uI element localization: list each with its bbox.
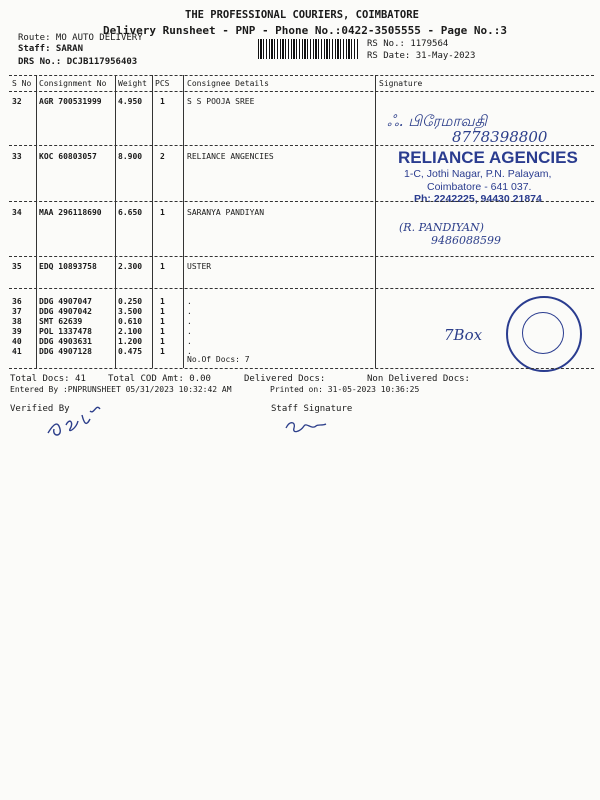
- table-bottom-rule: [9, 368, 594, 369]
- row-33-weight: 8.900: [118, 152, 143, 161]
- row-38-consignee: .: [187, 317, 192, 326]
- row-35-consignment: EDQ 10893758: [39, 262, 97, 271]
- row-38-weight: 0.610: [118, 317, 143, 326]
- group-signature: 7Box: [444, 326, 483, 344]
- row-36-weight: 0.250: [118, 297, 143, 306]
- row-34-consignee: SARANYA PANDIYAN: [187, 208, 265, 217]
- col-consignee: Consignee Details: [187, 79, 269, 88]
- runsheet-subtitle: Delivery Runsheet - PNP - Phone No.:0422-3505555 - Page No.:3: [103, 24, 507, 37]
- row-38-pcs: 1: [160, 317, 165, 326]
- barcode: [258, 39, 358, 59]
- row-40-sno: 40: [12, 337, 22, 346]
- row-34-signature-name: (R. PANDIYAN): [399, 221, 484, 234]
- row-36-consignment: DDG 4907047: [39, 297, 92, 306]
- col-divider: [36, 75, 37, 368]
- col-signature: Signature: [379, 79, 423, 88]
- stamp-name: RELIANCE AGENCIES: [398, 148, 578, 167]
- row-35-consignee: USTER: [187, 262, 212, 271]
- row-33-consignee: RELIANCE ANGENCIES: [187, 152, 274, 161]
- staff-label: Staff: SARAN: [18, 44, 84, 54]
- row-41-weight: 0.475: [118, 347, 143, 356]
- entered-by: Entered By :PNPRUNSHEET 05/31/2023 10:32:42 AM: [10, 385, 232, 394]
- row-37-consignment: DDG 4907042: [39, 307, 92, 316]
- row-40-pcs: 1: [160, 337, 165, 346]
- col-divider: [152, 75, 153, 368]
- row-36-pcs: 1: [160, 297, 165, 306]
- row-34-weight: 6.650: [118, 208, 143, 217]
- header-bottom-rule: [9, 91, 594, 92]
- staff-signature: [282, 412, 332, 438]
- total-docs: Total Docs: 41: [10, 374, 86, 384]
- row-39-sno: 39: [12, 327, 22, 336]
- verified-by: Verified By: [10, 404, 70, 414]
- row-34-sno: 34: [12, 208, 22, 217]
- col-sno: S No: [12, 79, 32, 88]
- row-41-sno: 41: [12, 347, 22, 356]
- row-39-pcs: 1: [160, 327, 165, 336]
- no-of-docs: No.Of Docs: 7: [187, 355, 250, 364]
- stamp-phone: Ph: 2242225, 94430 21874: [414, 193, 542, 205]
- row-40-consignee: .: [187, 337, 192, 346]
- row-37-weight: 3.500: [118, 307, 143, 316]
- row-rule: [9, 288, 594, 289]
- row-32-pcs: 1: [160, 97, 165, 106]
- row-37-sno: 37: [12, 307, 22, 316]
- row-rule: [9, 201, 594, 202]
- delivered-docs: Delivered Docs:: [244, 374, 326, 384]
- row-34-consignment: MAA 296118690: [39, 208, 102, 217]
- row-32-sno: 32: [12, 97, 22, 106]
- row-33-sno: 33: [12, 152, 22, 161]
- header-top-rule: [9, 75, 594, 76]
- row-41-consignment: DDG 4907128: [39, 347, 92, 356]
- row-35-pcs: 1: [160, 262, 165, 271]
- col-consignment: Consignment No: [39, 79, 107, 88]
- row-37-consignee: .: [187, 307, 192, 316]
- row-40-consignment: DDG 4903631: [39, 337, 92, 346]
- row-41-pcs: 1: [160, 347, 165, 356]
- rs-number: RS No.: 1179564: [367, 39, 449, 49]
- row-rule: [9, 256, 594, 257]
- total-cod: Total COD Amt: 0.00: [108, 374, 211, 384]
- row-36-consignee: .: [187, 297, 192, 306]
- col-weight: Weight: [118, 79, 147, 88]
- non-delivered-docs: Non Delivered Docs:: [367, 374, 470, 384]
- stamp-address: 1-C, Jothi Nagar, P.N. Palayam,: [404, 168, 552, 180]
- printed-on: Printed on: 31-05-2023 10:36:25: [270, 385, 420, 394]
- row-32-signature-phone: 8778398800: [452, 128, 548, 146]
- row-35-weight: 2.300: [118, 262, 143, 271]
- row-32-consignment: AGR 700531999: [39, 97, 102, 106]
- row-32-signature-name: ஃ. பிரேமாவதி: [387, 112, 487, 130]
- row-38-sno: 38: [12, 317, 22, 326]
- row-33-pcs: 2: [160, 152, 165, 161]
- row-34-signature-phone: 9486088599: [431, 234, 501, 247]
- row-39-consignee: .: [187, 327, 192, 336]
- drs-number: DRS No.: DCJB117956403: [18, 57, 138, 67]
- row-36-sno: 36: [12, 297, 22, 306]
- row-40-weight: 1.200: [118, 337, 143, 346]
- company-seal: [506, 296, 582, 372]
- row-35-sno: 35: [12, 262, 22, 271]
- col-divider: [375, 75, 376, 368]
- row-37-pcs: 1: [160, 307, 165, 316]
- col-divider: [115, 75, 116, 368]
- row-rule: [9, 145, 594, 146]
- row-33-consignment: KOC 60803057: [39, 152, 97, 161]
- row-32-consignee: S S POOJA SREE: [187, 97, 255, 106]
- route-label: Route: MO AUTO DELIVERY: [18, 33, 143, 43]
- row-34-pcs: 1: [160, 208, 165, 217]
- col-pcs: PCS: [155, 79, 170, 88]
- staff-signature-label: Staff Signature: [271, 404, 353, 414]
- stamp-city: Coimbatore - 641 037.: [427, 181, 532, 193]
- row-41-consignee: .: [187, 347, 192, 356]
- row-38-consignment: SMT 62639: [39, 317, 83, 326]
- row-39-weight: 2.100: [118, 327, 143, 336]
- row-32-weight: 4.950: [118, 97, 143, 106]
- company-name: THE PROFESSIONAL COURIERS, COIMBATORE: [185, 9, 419, 21]
- row-39-consignment: POL 1337478: [39, 327, 92, 336]
- rs-date: RS Date: 31-May-2023: [367, 51, 476, 61]
- verified-signature: [40, 393, 110, 443]
- col-divider: [183, 75, 184, 368]
